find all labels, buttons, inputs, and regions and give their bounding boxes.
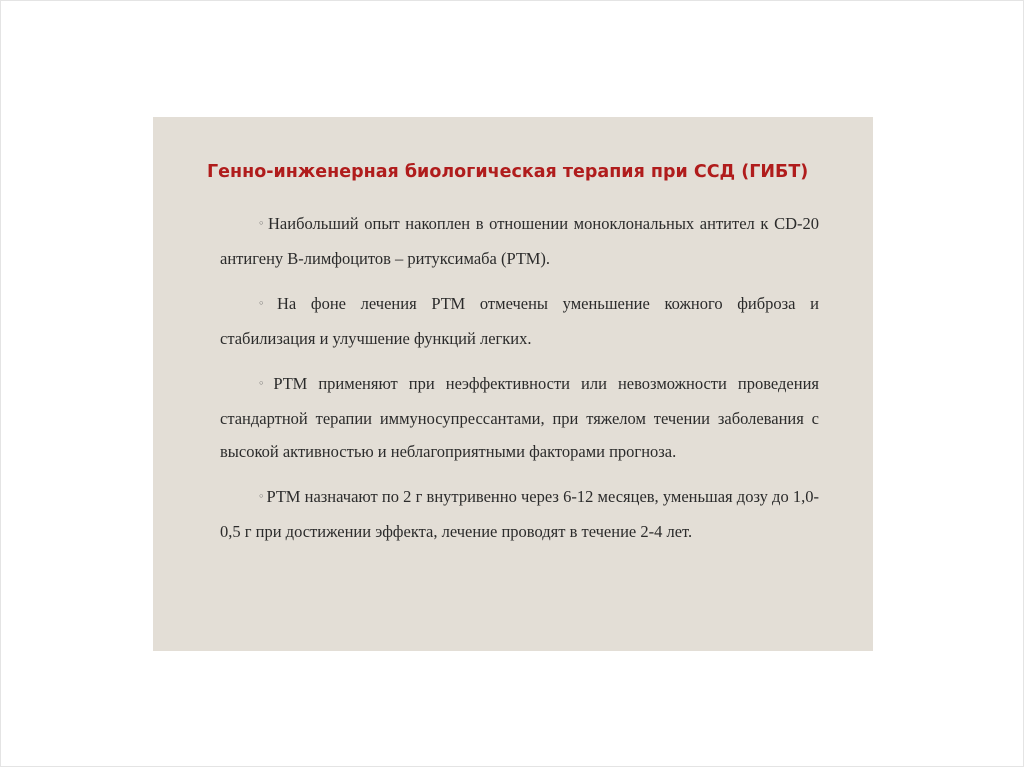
slide-title: Генно-инженерная биологическая терапия при ССД (ГИБТ) bbox=[207, 162, 809, 182]
slide bbox=[153, 117, 873, 651]
bullet-text: Наибольший опыт накоплен в отношении моноклональных антител к CD-20 антигену В-лимфоцитов – ритуксимаба (РТМ). bbox=[220, 214, 819, 268]
bullet-list bbox=[220, 207, 819, 560]
bullet-text: РТМ назначают по 2 г внутривенно через 6-12 месяцев, уменьшая дозу до 1,0-0,5 г при достижении эффекта, лечение проводят в течение 2-4 лет. bbox=[220, 487, 819, 541]
bullet-item bbox=[220, 480, 819, 548]
bullet-item bbox=[220, 287, 819, 355]
bullet-circle-icon: ◦ bbox=[258, 490, 265, 503]
bullet-circle-icon: ◦ bbox=[258, 297, 276, 310]
bullet-circle-icon: ◦ bbox=[258, 217, 267, 230]
bullet-item bbox=[220, 207, 819, 275]
bullet-text: На фоне лечения РТМ отмечены уменьшение кожного фиброза и стабилизация и улучшение функций легких. bbox=[220, 294, 819, 348]
bullet-text: РТМ применяют при неэффективности или невозможности проведения стандартной терапии иммуносупрессантами, при тяжелом течении заболевания с высокой активностью и неблагоприятными факторами прогноза. bbox=[220, 374, 819, 461]
bullet-circle-icon: ◦ bbox=[258, 377, 272, 390]
bullet-item bbox=[220, 367, 819, 468]
